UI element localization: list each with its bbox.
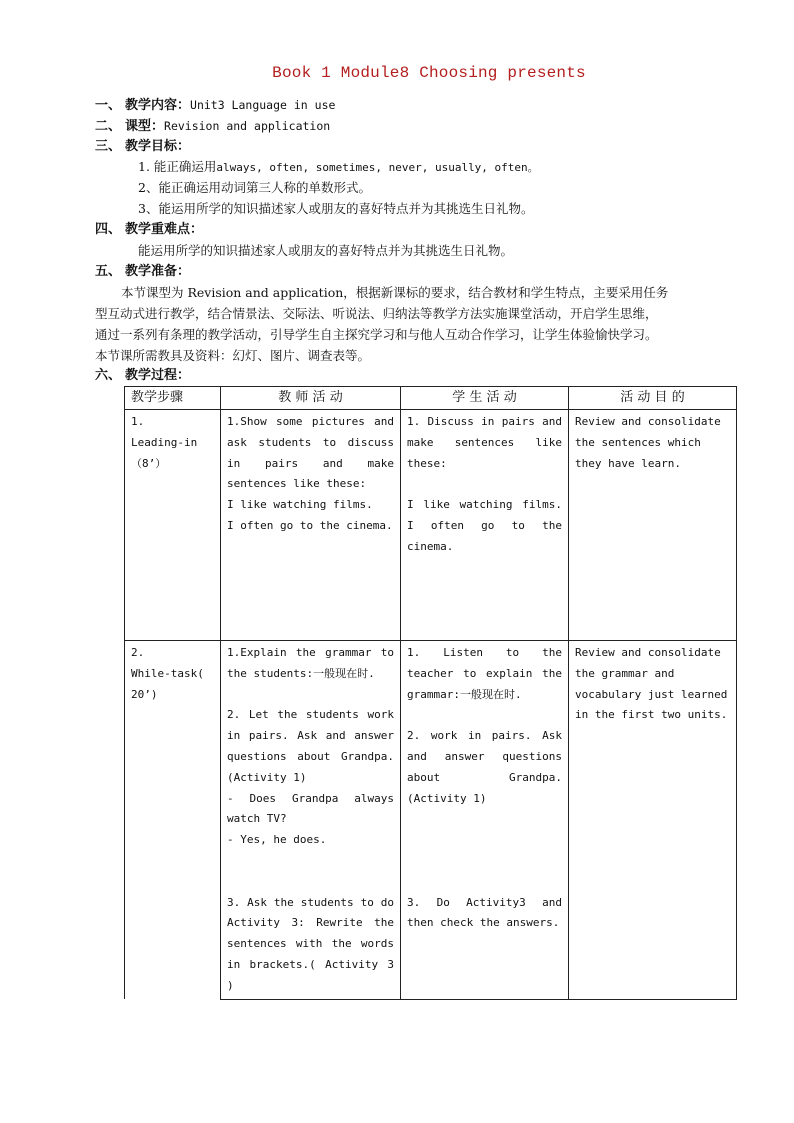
cell-student-activity: 1. Listen to the teacher to explain the grammar:一般现在时. 2. work in pairs. Ask and answer questions about Grandpa. (Activity 1) 3. Do Activity3 and then check the answers. <box>401 641 569 1000</box>
cell-purpose: Review and consolidate the grammar and vocabulary just learned in the first two units. <box>569 641 737 1000</box>
section-label: 教学准备： <box>125 264 191 279</box>
objective-3: 3、能运用所学的知识描述家人或朋友的喜好特点并为其挑选生日礼物。 <box>138 201 534 216</box>
header-step: 教学步骤 <box>125 387 221 410</box>
objective-1: 1. 能正确运用always, often, sometimes, never, usually, often。 <box>138 159 539 174</box>
section-preparation: 五、 教学准备： <box>95 264 191 279</box>
cell-purpose: Review and consolidate the sentences which they have learn. <box>569 410 737 641</box>
section-label: 教学过程： <box>125 368 191 383</box>
cell-step: 2. While-task( 20’) <box>125 641 221 1000</box>
preparation-paragraph: 本节课型为 Revision and application，根据新课标的要求，结合教材和学生特点，主要采用任务 型互动式进行教学，结合情景法、交际法、听说法、归纳法等教学方法实施课堂活动，开启学生思维， 通过一系列有条理的教学活动，引导学生自主探究学习和与他人互动合作学习，让学生体验愉快学习。 本节课所需教具及资料：幻灯、图片、调查表等。 <box>95 285 669 363</box>
table-row <box>125 641 737 1000</box>
section-type: 二、 课型：Revision and application <box>95 119 331 134</box>
cell-step: 1. Leading-in （8’） <box>125 410 221 641</box>
keypoint-text: 能运用所学的知识描述家人或朋友的喜好特点并为其挑选生日礼物。 <box>138 243 514 258</box>
table-header-row <box>125 387 737 410</box>
header-teacher: 教 师 活 动 <box>221 387 401 410</box>
section-label: 课型： <box>125 119 165 134</box>
lesson-plan-table <box>124 386 737 1000</box>
section-keypoints: 四、 教学重难点： <box>95 222 204 237</box>
cell-teacher-activity: 1.Show some pictures and ask students to discuss in pairs and make sentences like these: I like watching films. I often go to the cinema. <box>221 410 401 641</box>
header-student: 学 生 活 动 <box>401 387 569 410</box>
section-objectives: 三、 教学目标： <box>95 139 191 154</box>
section-value: Unit3 Language in use <box>190 98 336 112</box>
section-label: 教学目标： <box>125 139 191 154</box>
cell-student-activity: 1. Discuss in pairs and make sentences like these: I like watching films. I often go to the cinema. <box>401 410 569 641</box>
section-value: Revision and application <box>164 119 331 133</box>
header-purpose: 活 动 目 的 <box>569 387 737 410</box>
cell-teacher-activity: 1.Explain the grammar to the students:一般现在时. 2. Let the students work in pairs. Ask and answer questions about Grandpa. (Activity 1) - Does Grandpa always watch TV? - Yes, he does. 3. Ask the students to do Activity 3: Rewrite the sentences with the words in brackets.( Activity 3 ) <box>221 641 401 1000</box>
section-content: 一、 教学内容：Unit3 Language in use <box>95 98 336 113</box>
section-label: 教学内容： <box>125 98 191 113</box>
section-process: 六、 教学过程： <box>95 368 191 383</box>
table-row <box>125 410 737 641</box>
objective-2: 2、能正确运用动词第三人称的单数形式。 <box>138 180 371 195</box>
section-label: 教学重难点： <box>125 222 204 237</box>
page-title: Book 1 Module8 Choosing presents <box>272 64 586 82</box>
